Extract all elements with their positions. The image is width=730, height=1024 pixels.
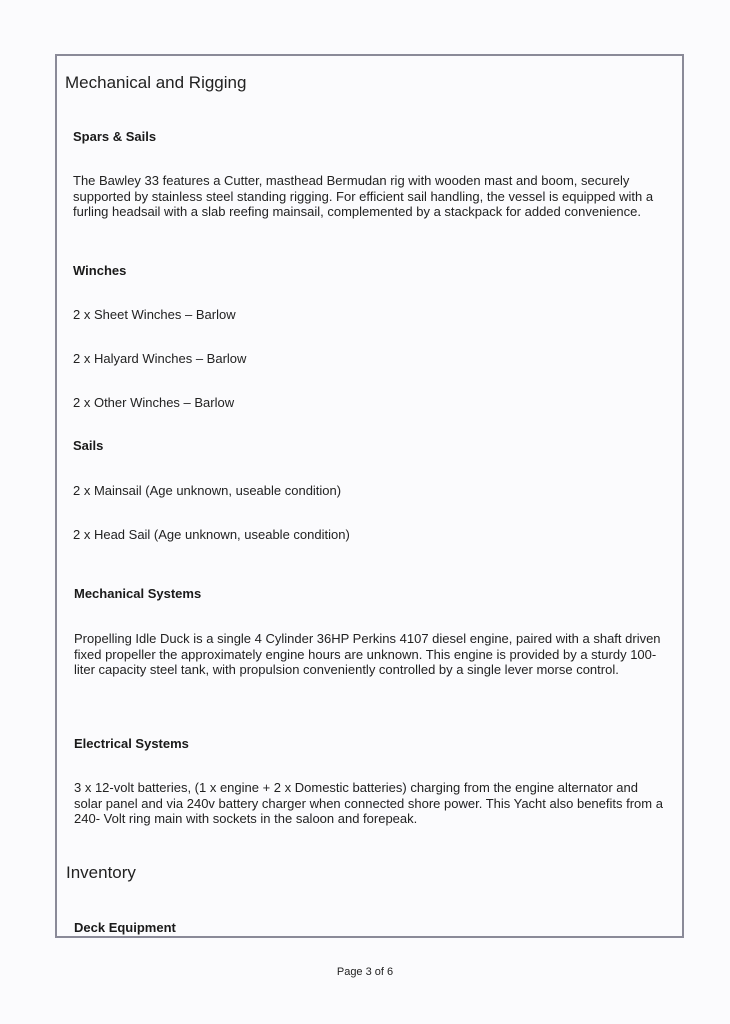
- paragraph-mechanical-systems: Propelling Idle Duck is a single 4 Cylinder 36HP Perkins 4107 diesel engine, paired with a shaft driven fixed propeller the approximately engine hours are unknown. This engine is provided by a sturdy 100-liter capacity steel tank, with propulsion conveniently controlled by a single lever morse control.: [74, 631, 661, 677]
- heading-electrical-systems: Electrical Systems: [74, 736, 189, 751]
- heading-winches: Winches: [73, 263, 127, 278]
- paragraph-electrical-systems: 3 x 12-volt batteries, (1 x engine + 2 x Domestic batteries) charging from the engine alternator and solar panel and via 240v battery charger when connected shore power. This Yacht also benefits from a 240- Volt ring main with sockets in the saloon and forepeak.: [74, 780, 663, 826]
- sail-item-headsail: 2 x Head Sail (Age unknown, useable condition): [73, 527, 350, 542]
- heading-spars-sails: Spars & Sails: [73, 129, 157, 144]
- winch-item-other: 2 x Other Winches – Barlow: [73, 395, 235, 410]
- winch-item-sheet: 2 x Sheet Winches – Barlow: [73, 307, 236, 322]
- heading-mechanical-systems: Mechanical Systems: [74, 586, 202, 601]
- heading-sails: Sails: [73, 438, 104, 453]
- sail-item-mainsail: 2 x Mainsail (Age unknown, useable condition): [73, 483, 342, 498]
- winch-item-halyard: 2 x Halyard Winches – Barlow: [73, 351, 247, 366]
- heading-deck-equipment: Deck Equipment: [74, 920, 176, 935]
- paragraph-spars-sails: The Bawley 33 features a Cutter, masthead Bermudan rig with wooden mast and boom, securely supported by stainless steel standing rigging. For efficient sail handling, the vessel is equipped with a furling headsail with a slab reefing mainsail, complemented by a stackpack for added convenience.: [73, 173, 654, 219]
- page-frame: [55, 54, 684, 938]
- section-title-inventory: Inventory: [66, 863, 136, 882]
- section-title-mechanical-rigging: Mechanical and Rigging: [65, 73, 247, 92]
- page-number: Page 3 of 6: [336, 966, 394, 978]
